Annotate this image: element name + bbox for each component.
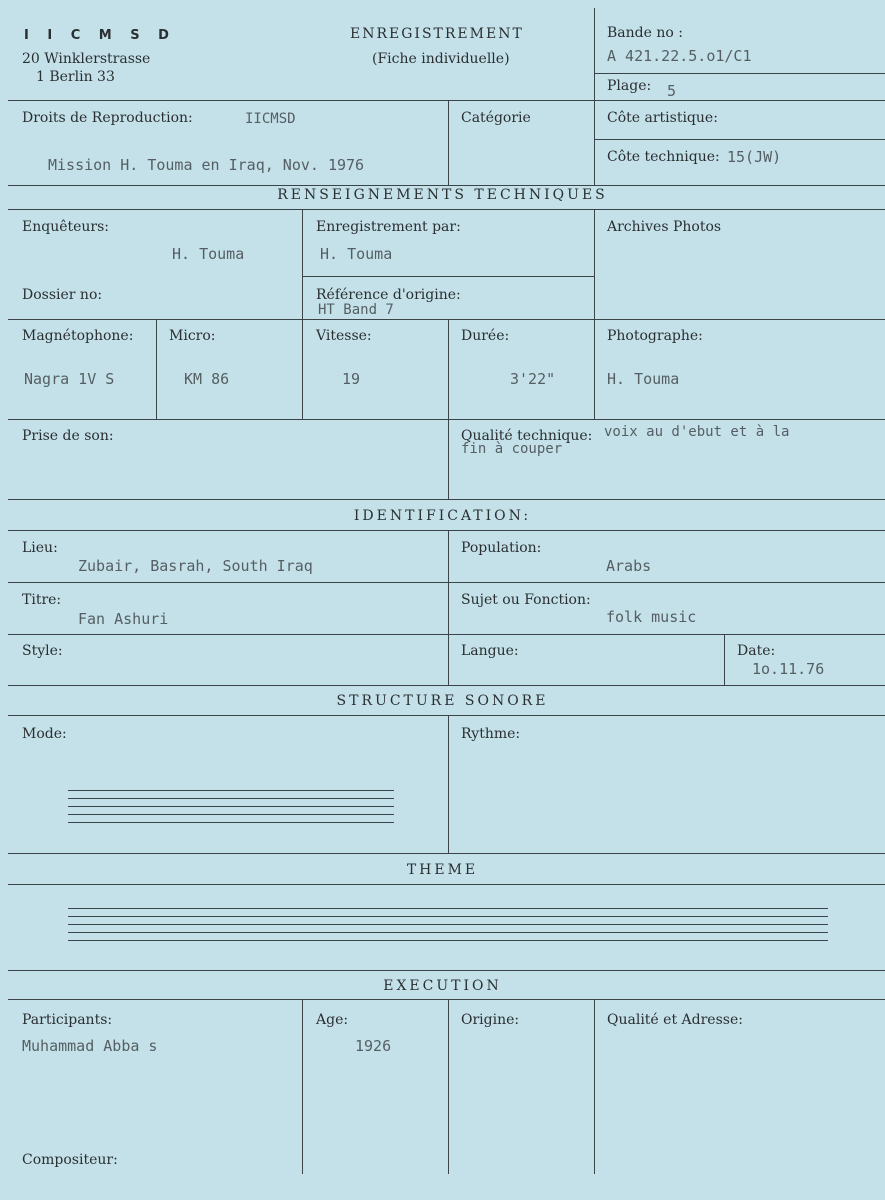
divider [156, 319, 157, 419]
mission-value: Mission H. Touma en Iraq, Nov. 1976 [48, 156, 365, 174]
lieu-label: Lieu: [22, 540, 58, 556]
qualite-technique-label: Qualité technique: [461, 428, 593, 444]
qualite-technique-value-line2: fin à couper [461, 441, 563, 457]
cote-artistique-label: Côte artistique: [607, 110, 718, 126]
divider [594, 139, 885, 140]
participants-label: Participants: [22, 1012, 113, 1028]
duree-value: 3'22" [510, 370, 556, 388]
divider [594, 999, 595, 1174]
divider [594, 209, 595, 319]
micro-value: KM 86 [184, 370, 230, 388]
divider [594, 73, 885, 74]
bande-label: Bande no : [607, 25, 683, 41]
photographe-label: Photographe: [607, 328, 703, 344]
divider [8, 884, 885, 885]
lieu-value: Zubair, Basrah, South Iraq [78, 557, 313, 575]
divider [448, 100, 449, 185]
langue-label: Langue: [461, 643, 519, 659]
archives-label: Archives Photos [607, 219, 722, 235]
sujet-label: Sujet ou Fonction: [461, 592, 591, 608]
magnetophone-value: Nagra 1V S [24, 370, 115, 388]
divider [8, 582, 885, 583]
divider [448, 319, 449, 499]
reference-value: HT Band 7 [318, 302, 394, 318]
reference-label: Référence d'origine: [316, 287, 461, 303]
rythme-label: Rythme: [461, 726, 521, 742]
categorie-label: Catégorie [461, 110, 531, 126]
form-title: ENREGISTREMENT [350, 26, 524, 42]
section-identification: IDENTIFICATION: [353, 508, 532, 524]
theme-staff [68, 908, 828, 948]
org-address-line1: 20 Winklerstrasse [22, 51, 151, 67]
compositeur-label: Compositeur: [22, 1152, 118, 1168]
age-label: Age: [316, 1012, 349, 1028]
org-address-line2: 1 Berlin 33 [36, 69, 115, 85]
enqueteurs-label: Enquêteurs: [22, 219, 110, 235]
duree-label: Durée: [461, 328, 510, 344]
divider [448, 715, 449, 853]
section-structure: STRUCTURE SONORE [336, 693, 549, 709]
titre-label: Titre: [22, 592, 62, 608]
org-name: I I C M S D [24, 28, 176, 43]
divider [8, 499, 885, 500]
magnetophone-label: Magnétophone: [22, 328, 134, 344]
titre-value: Fan Ashuri [78, 610, 169, 628]
divider [302, 276, 594, 277]
participants-value: Muhammad Abba s [22, 1037, 158, 1055]
droits-label: Droits de Reproduction: [22, 110, 193, 126]
divider [302, 999, 303, 1174]
divider [8, 970, 885, 971]
qualite-technique-value-line1: voix au d'ebut et à la [604, 424, 790, 440]
origine-label: Origine: [461, 1012, 520, 1028]
micro-label: Micro: [169, 328, 216, 344]
enqueteurs-value: H. Touma [172, 245, 245, 263]
bande-value: A 421.22.5.o1/C1 [607, 47, 752, 65]
divider [8, 853, 885, 854]
divider [8, 685, 885, 686]
age-value: 1926 [355, 1037, 392, 1055]
section-theme: THEME [406, 862, 479, 878]
qualite-adresse-label: Qualité et Adresse: [607, 1012, 743, 1028]
enregistrement-par-label: Enregistrement par: [316, 219, 461, 235]
divider [8, 530, 885, 531]
enregistrement-par-value: H. Touma [320, 245, 393, 263]
divider [302, 319, 303, 419]
date-value: 1o.11.76 [752, 660, 825, 678]
divider [8, 419, 885, 420]
divider [594, 100, 595, 185]
divider [594, 319, 595, 419]
plage-value: 5 [667, 82, 677, 100]
population-value: Arabs [606, 557, 652, 575]
population-label: Population: [461, 540, 542, 556]
photographe-value: H. Touma [607, 370, 680, 388]
divider [302, 209, 303, 319]
dossier-label: Dossier no: [22, 287, 103, 303]
vitesse-value: 19 [342, 370, 361, 388]
divider [594, 8, 595, 100]
sujet-value: folk music [606, 608, 697, 626]
divider [448, 999, 449, 1174]
mode-staff [68, 790, 394, 830]
style-label: Style: [22, 643, 63, 659]
date-label: Date: [737, 643, 776, 659]
vitesse-label: Vitesse: [316, 328, 372, 344]
divider [448, 530, 449, 685]
divider [724, 634, 725, 685]
divider [8, 715, 885, 716]
section-execution: EXECUTION [383, 978, 502, 994]
section-technical: RENSEIGNEMENTS TECHNIQUES [277, 187, 608, 203]
prise-label: Prise de son: [22, 428, 114, 444]
divider [8, 999, 885, 1000]
divider [8, 209, 885, 210]
mode-label: Mode: [22, 726, 67, 742]
divider [8, 185, 885, 186]
cote-technique-label: Côte technique: [607, 149, 720, 165]
divider [8, 634, 885, 635]
form-subtitle: (Fiche individuelle) [372, 51, 510, 67]
plage-label: Plage: [607, 78, 652, 94]
divider [8, 319, 885, 320]
divider [8, 100, 885, 101]
cote-technique-value: 15(JW) [727, 148, 782, 166]
droits-value: IICMSD [245, 111, 296, 127]
